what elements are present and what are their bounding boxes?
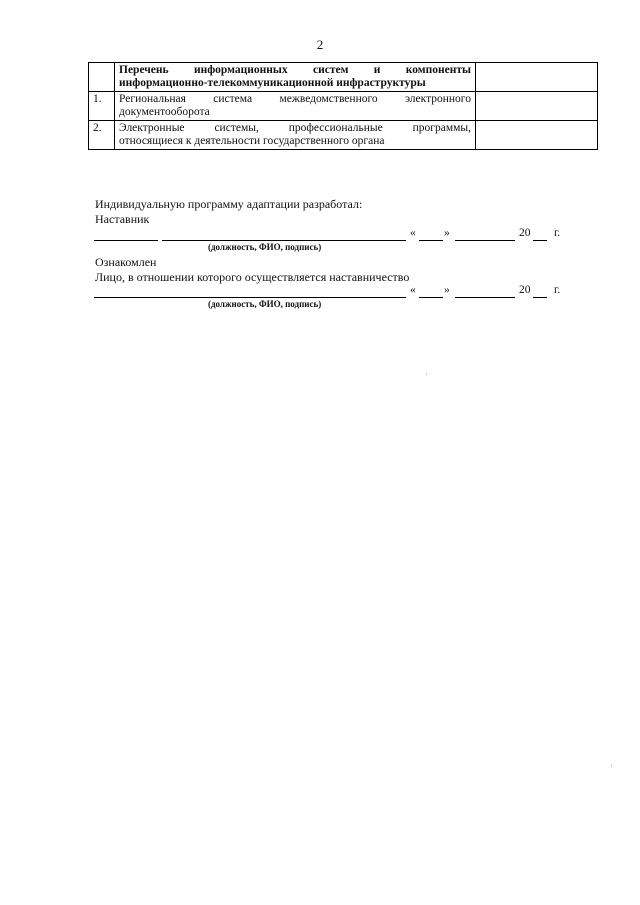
signature1-position-line	[94, 240, 158, 241]
developer-label: Индивидуальную программу адаптации разработал:	[95, 197, 363, 211]
signature2-day-line	[419, 297, 443, 298]
signature1-day-line	[419, 240, 443, 241]
table-header-row	[89, 63, 598, 92]
signature2-open-quote: «	[410, 284, 416, 296]
acknowledged-label: Ознакомлен	[95, 255, 157, 269]
row-number: 1.	[89, 92, 115, 121]
signature1-close-quote: »	[444, 227, 450, 239]
signature2-year-prefix: 20	[519, 284, 531, 296]
systems-table	[88, 62, 598, 150]
scan-mark	[426, 373, 427, 375]
signature2-year-line	[533, 297, 547, 298]
header-title-line2: информационно-телекоммуникационной инфраструктуры	[119, 77, 426, 89]
row-text-line1: Электронные системы, профессиональные программы,	[119, 122, 471, 134]
table-row	[89, 121, 598, 150]
row-text-line1: Региональная система межведомственного электронного	[119, 93, 471, 105]
scan-mark	[611, 764, 612, 767]
person-label: Лицо, в отношении которого осуществляется наставничество	[95, 270, 410, 284]
signature2-year-suffix: г.	[554, 284, 561, 296]
signature1-year-line	[533, 240, 547, 241]
mentor-label: Наставник	[95, 212, 150, 226]
row-number: 2.	[89, 121, 115, 150]
row-extra-cell	[476, 121, 598, 150]
row-text-line2: документооборота	[119, 106, 210, 118]
row-text-cell	[115, 121, 476, 150]
header-num-cell	[89, 63, 115, 92]
signature1-year-prefix: 20	[519, 227, 531, 239]
page-number: 2	[316, 37, 324, 52]
table-row	[89, 92, 598, 121]
signature2-month-line	[455, 297, 515, 298]
signature1-hint: (должность, ФИО, подпись)	[208, 242, 322, 252]
header-title-cell	[115, 63, 476, 92]
signature1-month-line	[455, 240, 515, 241]
header-title-line1: Перечень информационных систем и компоненты	[119, 64, 471, 76]
header-extra-cell	[476, 63, 598, 92]
signature2-close-quote: »	[444, 284, 450, 296]
row-text-cell	[115, 92, 476, 121]
signature2-hint: (должность, ФИО, подпись)	[208, 299, 322, 309]
signature1-open-quote: «	[410, 227, 416, 239]
signature1-name-line	[162, 240, 406, 241]
signature2-name-line	[94, 297, 406, 298]
row-extra-cell	[476, 92, 598, 121]
signature1-year-suffix: г.	[554, 227, 561, 239]
row-text-line2: относящиеся к деятельности государственного органа	[119, 135, 385, 147]
